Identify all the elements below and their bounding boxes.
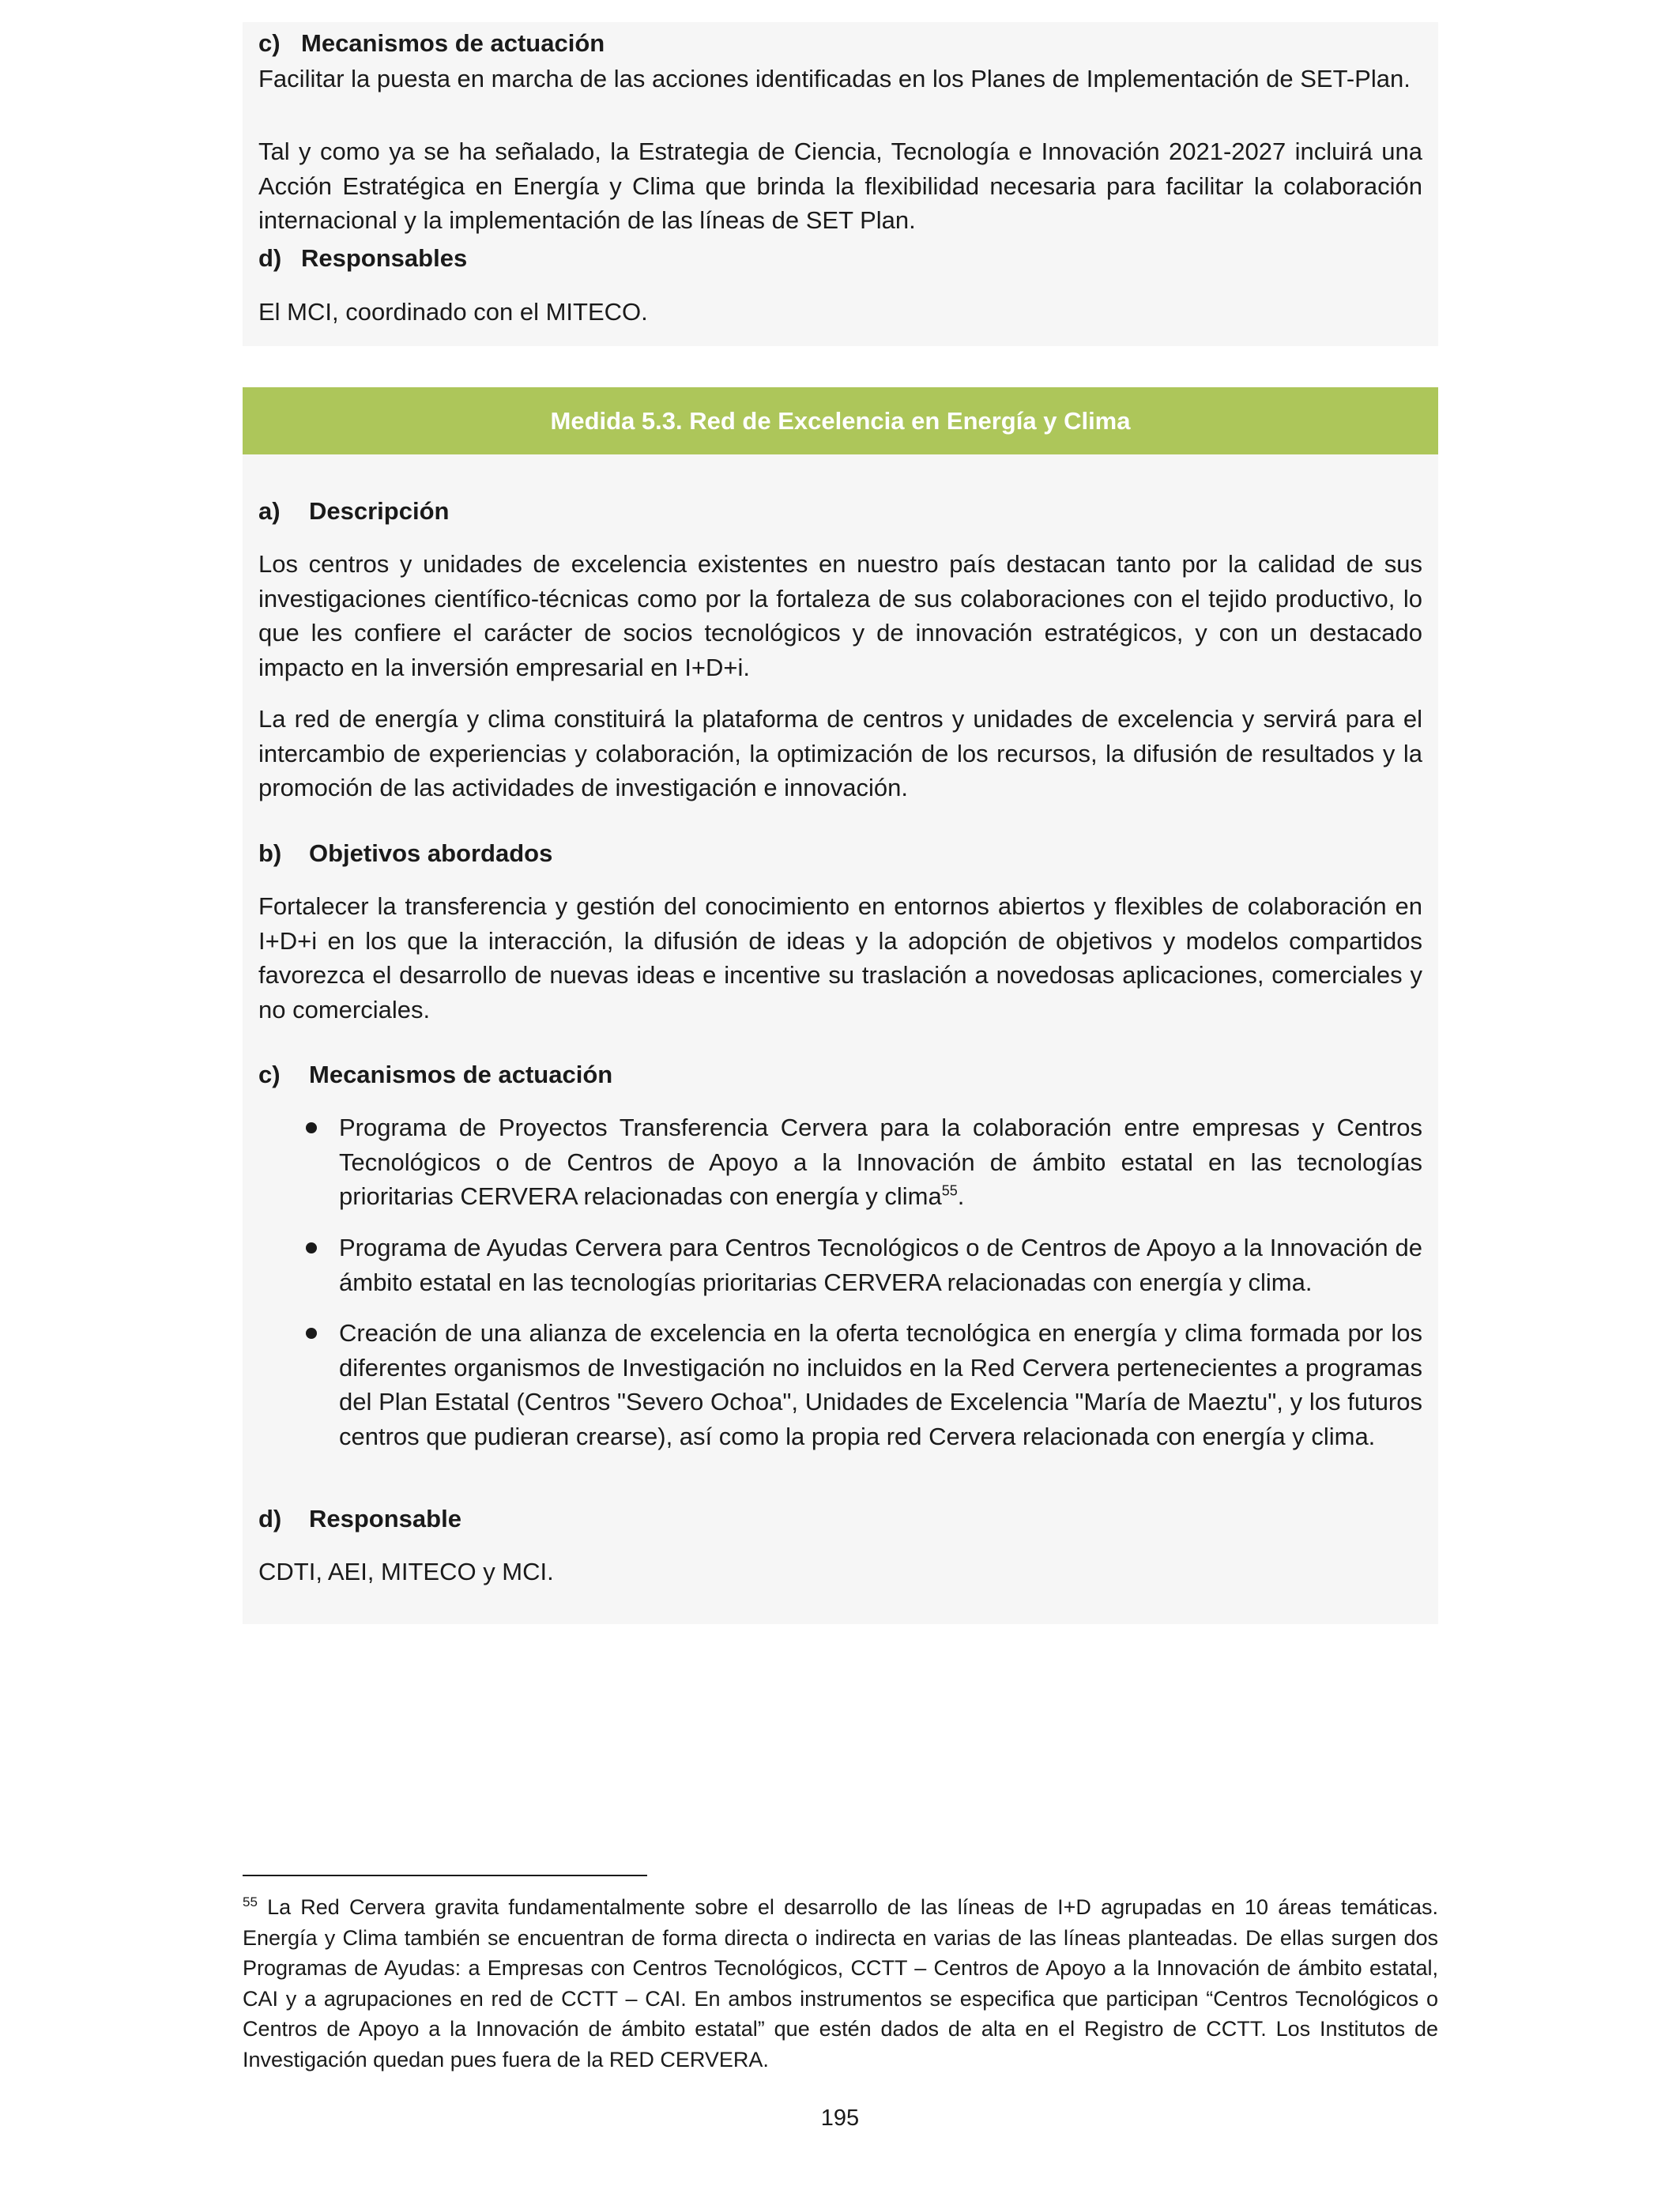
measure-continuation-box bbox=[243, 22, 1438, 346]
paragraph: Facilitar la puesta en marcha de las acciones identificadas en los Planes de Implementación de SET-Plan. bbox=[258, 65, 1411, 92]
section-d-heading bbox=[258, 1503, 461, 1535]
bullet-end: . bbox=[957, 1182, 965, 1211]
footnote-text: La Red Cervera gravita fundamentalmente sobre el desarrollo de las líneas de I+D agrupadas en 10 áreas temáticas. Energía y Clima también se encuentran de forma directa o indirecta en varias de las líneas planteadas. De ellas surgen dos Programas de Ayudas: a Empresas con Centros Tecnológicos, CCTT – Centros de Apoyo a la Innovación de ámbito estatal, CAI y a agrupaciones en red de CCTT – CAI. En ambos instrumentos se especifica que participan “Centros Tecnológicos o Centros de Apoyo a la Innovación de ámbito estatal” que estén dados de alta en el Registro de CCTT. Los Institutos de Investigación quedan pues fuera de la RED CERVERA. bbox=[243, 1895, 1438, 2071]
section-c-heading bbox=[258, 28, 605, 59]
section-letter: d) bbox=[258, 244, 282, 272]
section-letter: a) bbox=[258, 497, 281, 525]
bullet-text: Creación de una alianza de excelencia en la oferta tecnológica en energía y clima formada por los diferentes organismos de Investigación no incluidos en la Red Cervera pertenecientes a programas del Plan Estatal (Centros "Severo Ochoa", Unidades de Excelencia "María de Maeztu", y los futuros centros que pudieran crearse), así como la propia red Cervera relacionada con energía y clima. bbox=[339, 1319, 1422, 1450]
section-title: Mecanismos de actuación bbox=[309, 1061, 613, 1088]
bullet-text: Programa de Ayudas Cervera para Centros Tecnológicos o de Centros de Apoyo a la Innovación de ámbito estatal en las tecnologías prioritarias CERVERA relacionadas con energía y clima. bbox=[339, 1234, 1422, 1296]
paragraph: La red de energía y clima constituirá la plataforma de centros y unidades de excelencia y servirá para el intercambio de experiencias y colaboración, la optimización de los recursos, la difusión de resultados y la promoción de las actividades de investigación e innovación. bbox=[258, 705, 1422, 802]
paragraph: Fortalecer la transferencia y gestión del conocimiento en entornos abiertos y flexibles de colaboración en I+D+i en los que la interacción, la difusión de ideas y la adopción de objetivos y modelos compartidos favorezca el desarrollo de nuevas ideas e incentive su traslación a novedosas aplicaciones, comerciales y no comerciales. bbox=[258, 892, 1422, 1023]
section-c-heading bbox=[258, 1059, 612, 1091]
bullet-icon bbox=[306, 1242, 317, 1253]
bullet-body: Programa de Proyectos Transferencia Cervera para la colaboración entre empresas y Centros Tecnológicos o de Centros de Apoyo a la Innovación de ámbito estatal en las tecnologías prioritarias CERVERA relacionadas con energía y clima bbox=[339, 1114, 1422, 1211]
section-title: Responsables bbox=[301, 244, 468, 272]
footnote-ref[interactable]: 55 bbox=[941, 1182, 958, 1199]
paragraph: Tal y como ya se ha señalado, la Estrategia de Ciencia, Tecnología e Innovación 2021-2027 incluirá una Acción Estratégica en Energía y Clima que brinda la flexibilidad necesaria para facilitar la colaboración internacional y la implementación de las líneas de SET Plan. bbox=[258, 138, 1422, 235]
footnote bbox=[243, 1892, 1438, 2075]
section-title: Objetivos abordados bbox=[309, 839, 553, 867]
footnote-separator bbox=[243, 1875, 647, 1876]
section-title: Responsable bbox=[309, 1505, 461, 1532]
section-letter: c) bbox=[258, 29, 281, 57]
section-title: Mecanismos de actuación bbox=[301, 29, 605, 57]
section-title: Descripción bbox=[309, 497, 450, 525]
paragraph: Los centros y unidades de excelencia existentes en nuestro país destacan tanto por la calidad de sus investigaciones científico-técnicas como por la fortaleza de sus colaboraciones con el tejido productivo, lo que les confiere el carácter de socios tecnológicos y de innovación estratégicos, y con un destacado impacto en la inversión empresarial en I+D+i. bbox=[258, 550, 1422, 681]
paragraph: El MCI, coordinado con el MITECO. bbox=[258, 298, 648, 326]
footnote-number: 55 bbox=[243, 1894, 258, 1909]
section-d-heading bbox=[258, 243, 467, 274]
bullet-icon bbox=[306, 1122, 317, 1133]
section-letter: c) bbox=[258, 1061, 281, 1088]
measure-title: Medida 5.3. Red de Excelencia en Energía y Clima bbox=[550, 406, 1131, 435]
measure-title-banner bbox=[243, 387, 1438, 454]
bullet-icon bbox=[306, 1328, 317, 1339]
section-letter: b) bbox=[258, 839, 282, 867]
paragraph: CDTI, AEI, MITECO y MCI. bbox=[258, 1558, 554, 1585]
page-number: 195 bbox=[820, 2105, 860, 2131]
measure-box bbox=[243, 387, 1438, 1624]
bullet-text bbox=[339, 1110, 1422, 1214]
section-a-heading bbox=[258, 496, 449, 527]
section-b-heading bbox=[258, 838, 552, 869]
section-letter: d) bbox=[258, 1505, 282, 1532]
